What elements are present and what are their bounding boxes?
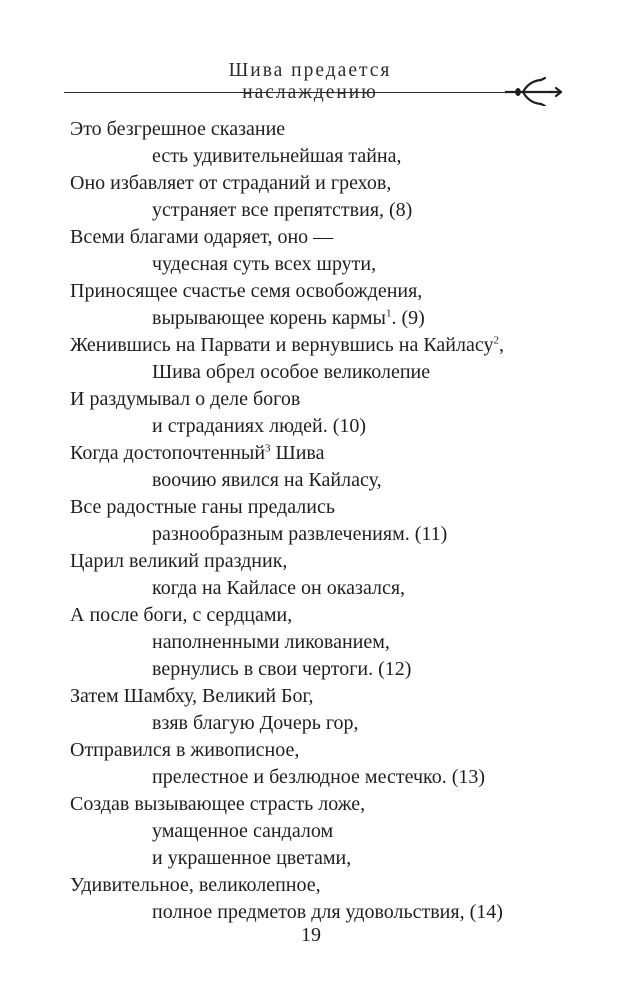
running-header [0,0,622,110]
verse-line: вырывающее корень кармы$^1$. (9) [152,307,425,329]
verse-line: разнообразным развлечениям. (11) [152,523,448,545]
verse-line: умащенное сандалом [152,820,334,842]
verse-line: Всеми благами одаряет, оно — [70,226,334,248]
header-rule [64,92,512,93]
verse-line: устраняет все препятствия, (8) [152,199,413,221]
verse-line: Все радостные ганы предались [70,496,335,518]
verse-line: Царил великий праздник, [70,550,288,572]
verse-line: Отправился в живописное, [70,739,300,761]
footnote-marker: 3 [265,442,271,455]
trident-icon [505,76,565,106]
verse-line: прелестное и безлюдное местечко. (13) [152,766,486,788]
verse-line: Женившись на Парвати и вернувшись на Кайласу$^2$, [70,334,504,356]
verse-line: есть удивительнейшая тайна, [152,145,402,167]
page-number: 19 [301,924,321,946]
verse-line: вернулись в свои чертоги. (12) [152,658,412,680]
verse-line: чудесная суть всех шрути, [152,253,377,275]
verse-line: Шива обрел особое великолепие [152,361,431,383]
verse-line: воочию явился на Кайласу, [152,469,382,491]
verse-line: когда на Кайласе он оказался, [152,577,406,599]
verse-line: А после боги, с сердцами, [70,604,293,626]
verse-line: Оно избавляет от страданий и грехов, [70,172,392,194]
footnote-marker: 2 [493,334,499,347]
verse-line: Приносящее счастье семя освобождения, [70,280,423,302]
verse-line: Когда достопочтенный$^3$ Шива [70,442,325,464]
verse-line: и украшенное цветами, [152,847,352,869]
footnote-marker: 1 [385,307,392,320]
verse-line: полное предметов для удовольствия, (14) [152,901,503,923]
verse-line: Затем Шамбху, Великий Бог, [70,685,314,707]
verse-line: и страданиях людей. (10) [152,415,367,437]
running-title: Шива предается наслаждению [228,60,392,103]
verse-line: наполненными ликованием, [152,631,390,653]
verse-line: Удивительное, великолепное, [70,874,321,896]
verse-line: И раздумывал о деле богов [70,388,301,410]
verse-line: взяв благую Дочерь гор, [152,712,359,734]
verse-line: Это безгрешное сказание [70,118,286,140]
verse-line: Создав вызывающее страсть ложе, [70,793,366,815]
